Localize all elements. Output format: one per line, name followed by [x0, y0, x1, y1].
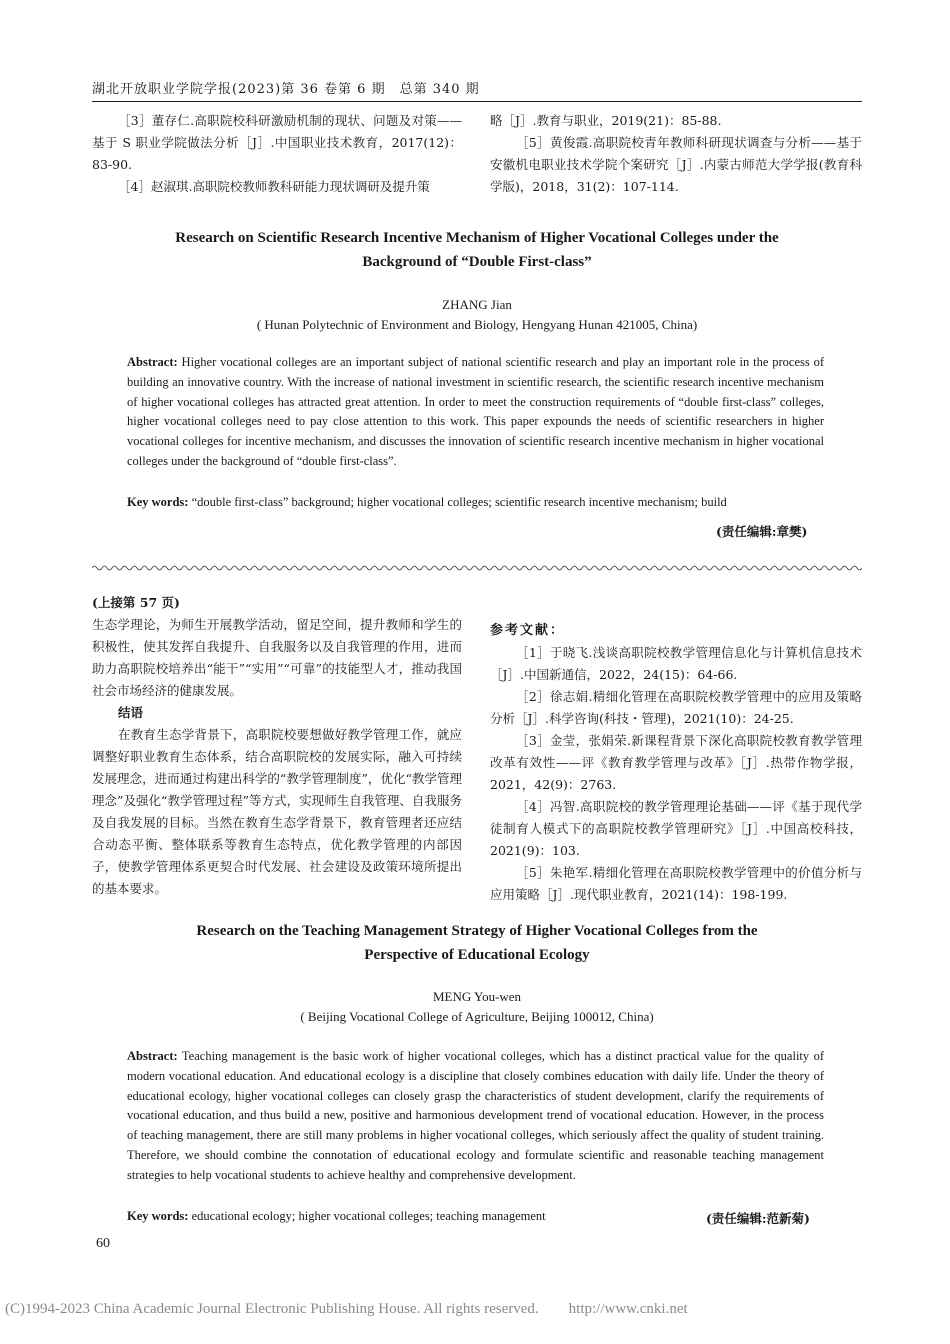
- body-paragraph: 生态学理论，为师生开展教学活动，留足空间，提升教师和学生的积极性，使其发挥自我提升、自我服务以及自我管理的作用，进而助力高职院校培养出“能干”“实用”“可靠”的技能型人才，推动我国社会市场经济的健康发展。: [92, 617, 462, 698]
- article2-author: MENG You-wen: [432, 989, 522, 1004]
- article1-title: Research on Scientific Research Incentive Mechanism of Higher Vocational Colleges under the Background of “Double First-class”: [175, 230, 779, 270]
- abstract-label: Abstract:: [127, 355, 178, 369]
- reference-item: 略［J］.教育与职业，2019(21)：85-88.: [490, 113, 722, 128]
- article2-keywords: [127, 1207, 597, 1227]
- article2-abstract: [127, 1047, 824, 1186]
- continued-from-label: (上接第 57 页): [92, 595, 180, 610]
- article1-editor: (责任编辑:章樊): [716, 524, 808, 539]
- article1-keywords: [127, 493, 824, 513]
- header-rule: [92, 101, 862, 102]
- conclusion-heading: 结语: [118, 705, 144, 720]
- abstract-text: Teaching management is the basic work of higher vocational colleges, which has a distinct practical value for the quality of modern vocational education. And educational ecology is a discipline that closely combines education with daily life. Under the theory of educational ecology, higher vocational colleges can closely grasp the characteristics of student development, clarify the requirements of vocational education, and thus build a new, positive and harmonious development trend of vocational education. However, in the process of teaching management, there are still many problems in higher vocational colleges, which seriously affect the quality of student training. Therefore, we should combine the connotation of educational ecology and formulate scientific and reasonable teaching management strategies to help vocational students to achieve healthy and comprehensive development.: [127, 1049, 825, 1182]
- reference-item: ［5］朱艳军.精细化管理在高职院校教学管理中的价值分析与应用策略［J］.现代职业教育，2021(14)：198-199.: [490, 865, 862, 902]
- section-separator: [92, 563, 862, 573]
- reference-item: ［4］赵淑琪.高职院校教师教科研能力现状调研及提升策: [118, 179, 430, 194]
- article2-affiliation: ( Beijing Vocational College of Agriculture, Beijing 100012, China): [300, 1009, 654, 1024]
- article1-affiliation: ( Hunan Polytechnic of Environment and Biology, Hengyang Hunan 421005, China): [256, 317, 698, 332]
- reference-item: ［4］冯智.高职院校的教学管理理论基础——评《基于现代学徒制育人模式下的高职院校教学管理研究》［J］.中国高校科技，2021(9)：103.: [490, 799, 862, 858]
- keywords-label: Key words:: [127, 1209, 189, 1223]
- article2-title: Research on the Teaching Management Strategy of Higher Vocational Colleges from the Perspective of Educational Ecology: [196, 923, 758, 963]
- keywords-text: educational ecology; higher vocational colleges; teaching management: [191, 1209, 546, 1223]
- copyright-footer: (C)1994-2023 China Academic Journal Electronic Publishing House. All rights reserved. http://www.cnki.net: [5, 1301, 688, 1317]
- conclusion-paragraph: 在教育生态学背景下，高职院校要想做好教学管理工作，就应调整好职业教育生态体系，结合高职院校的发展实际，融入可持续发展理念，进而通过构建出科学的“教学管理制度”，优化“教学管理理念”及强化“教学管理过程”等方式，实现师生自我管理、自我服务及自我发展的目标。当然在教育生态学背景下，教育管理者还应结合动态平衡、整体联系等教育生态特点，优化教学管理的内部因子，使教学管理体系更契合时代发展、社会建设及政策环境所提出的基本要求。: [92, 727, 462, 896]
- reference-item: ［3］董存仁.高职院校科研激励机制的现状、问题及对策——基于 S 职业学院做法分析［J］.中国职业技术教育，2017(12)：83-90.: [92, 113, 462, 172]
- abstract-text: Higher vocational colleges are an important subject of national scientific research and play an important role in the process of building an innovative country. With the increase of national investment in scientific research, the scientific research incentive mechanism of higher vocational colleges has attracted great attention. In order to meet the construction requirements of “double first-class” colleges, higher vocational colleges need to pay close attention to this work. This paper expounds the needs of scientific researchers in higher vocational colleges for incentive mechanism, and discusses the innovation of scientific research incentive mechanism in higher vocational colleges under the background of “double first-class”.: [127, 355, 824, 468]
- abstract-label: Abstract:: [127, 1049, 178, 1063]
- reference-item: ［2］徐志娟.精细化管理在高职院校教学管理中的应用及策略分析［J］.科学咨询(科技・管理)，2021(10)：24-25.: [490, 689, 862, 726]
- article2-left-column: [92, 614, 462, 900]
- article2-editor: (责任编辑:范新菊): [706, 1211, 810, 1226]
- top-refs-left: [92, 110, 462, 198]
- reference-item: ［3］金莹，张娟荣.新课程背景下深化高职院校教育教学管理改革有效性——评《教育教学管理与改革》［J］.热带作物学报，2021，42(9)：2763.: [490, 733, 862, 792]
- article1-author: ZHANG Jian: [442, 297, 512, 312]
- article2-right-column: [490, 620, 862, 906]
- reference-item: ［5］黄俊霞.高职院校青年教师科研现状调查与分析——基于安徽机电职业技术学院个案研究［J］.内蒙古师范大学学报(教育科学版)，2018，31(2)：107-114.: [490, 135, 862, 194]
- references-heading: 参考文献：: [490, 623, 566, 638]
- reference-item: ［1］于晓飞.浅谈高职院校教学管理信息化与计算机信息技术［J］.中国新通信，2022，24(15)：64-66.: [490, 645, 862, 682]
- article1-abstract: [127, 353, 824, 472]
- top-refs-right: [490, 110, 862, 198]
- keywords-text: “double first-class” background; higher vocational colleges; scientific research incentive mechanism; build: [191, 495, 727, 509]
- running-head: 湖北开放职业学院学报(2023)第 36 卷第 6 期 总第 340 期: [92, 82, 480, 97]
- keywords-label: Key words:: [127, 495, 189, 509]
- page-number: 60: [96, 1236, 110, 1251]
